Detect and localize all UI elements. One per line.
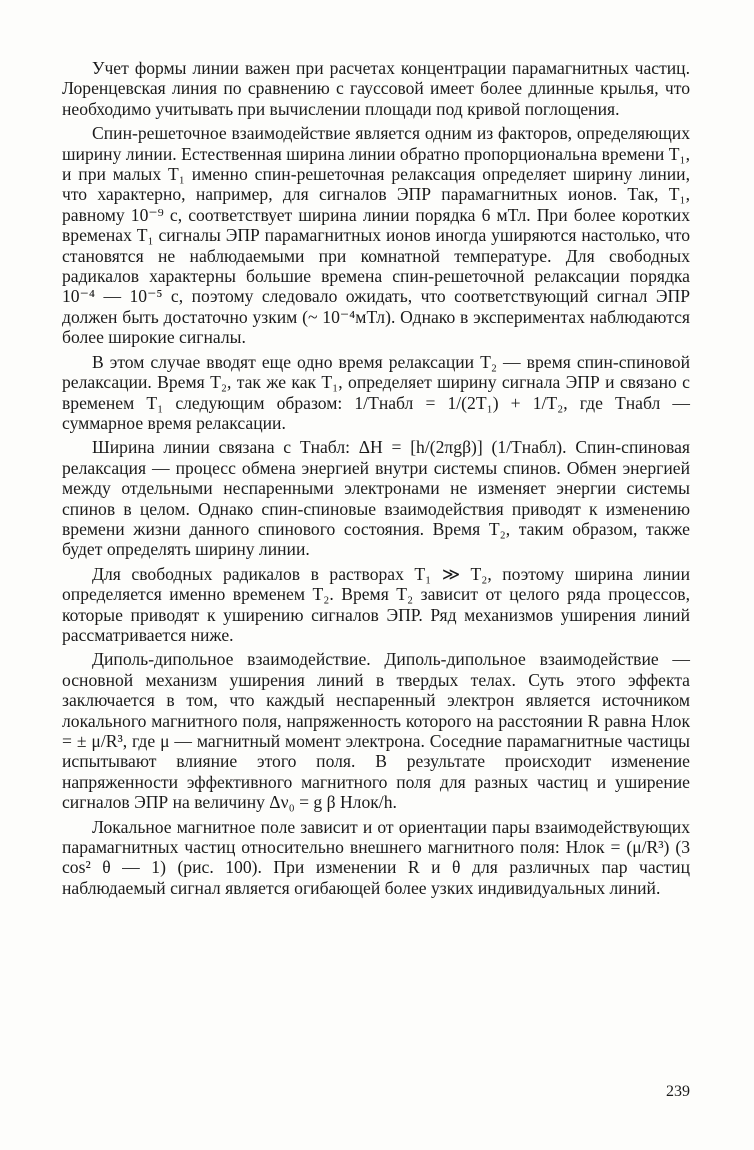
- body-text: [62, 58, 690, 902]
- paragraph-line-width: Ширина линии связана с Tнабл: ΔH = [h/(2πgβ)] (1/Tнабл). Спин-спиновая релаксация — процесс обмена энергией внутри системы спинов. Обмен энергией между отдельными неспаренными электронами не изменяет энергии системы спинов в целом. Однако спин-спиновые взаимодействия приводят к изменению времени жизни данного спинового состояния. Время T₂, таким образом, также будет определять ширину линии.: [62, 437, 690, 560]
- paragraph-local-field: Локальное магнитное поле зависит и от ориентации пары взаимодействующих парамагнитных частиц относительно внешнего магнитного поля: Hлок = (μ/R³) (3 cos² θ — 1) (рис. 100). При изменении R и θ для различных пар частиц наблюдаемый сигнал является огибающей более узких индивидуальных линий.: [62, 816, 690, 898]
- paragraph-line-shape: Учет формы линии важен при расчетах концентрации парамагнитных частиц. Лоренцевская линия по сравнению с гауссовой имеет более длинные крылья, что необходимо учитывать при вычислении площади под кривой поглощения.: [62, 58, 690, 119]
- paragraph-spin-lattice: Спин-решеточное взаимодействие является одним из факторов, определяющих ширину линии. Естественная ширина линии обратно пропорциональна времени T₁, и при малых T₁ именно спин-решеточная релаксация определяет ширину линии, что характерно, например, для сигналов ЭПР парамагнитных ионов. Так, T₁, равному 10⁻⁹ с, соответствует ширина линии порядка 6 мТл. При более коротких временах T₁ сигналы ЭПР парамагнитных ионов иногда уширяются настолько, что становятся не наблюдаемыми при комнатной температуре. Для свободных радикалов характерны большие времена спин-решеточной релаксации порядка 10⁻⁴ — 10⁻⁵ с, поэтому следовало ожидать, что соответствующий сигнал ЭПР должен быть достаточно узким (~ 10⁻⁴мТл). Однако в экспериментах наблюдаются более широкие сигналы.: [62, 123, 690, 348]
- page-number: 239: [666, 1083, 690, 1100]
- paragraph-free-radicals: Для свободных радикалов в растворах T₁ ≫ T₂, поэтому ширина линии определяется именно временем T₂. Время T₂ зависит от целого ряда процессов, которые приводят к уширению сигналов ЭПР. Ряд механизмов уширения линий рассматривается ниже.: [62, 563, 690, 645]
- paragraph-dipole-dipole: Диполь-дипольное взаимодействие. Диполь-дипольное взаимодействие — основной механизм уширения линий в твердых телах. Суть этого эффекта заключается в том, что каждый неспаренный электрон является источником локального магнитного поля, напряженность которого на расстоянии R равна Hлок = ± μ/R³, где μ — магнитный момент электрона. Соседние парамагнитные частицы испытывают влияние этого поля. В результате происходит изменение напряженности эффективного магнитного поля для разных частиц и уширение сигналов ЭПР на величину Δν₀ = g β Hлок/h.: [62, 649, 690, 813]
- paragraph-spin-spin-time: В этом случае вводят еще одно время релаксации T₂ — время спин-спиновой релаксации. Время T₂, так же как T₁, определяет ширину сигнала ЭПР и связано с временем T₁ следующим образом: 1/Tнабл = 1/(2T₁) + 1/T₂, где Tнабл — суммарное время релаксации.: [62, 351, 690, 433]
